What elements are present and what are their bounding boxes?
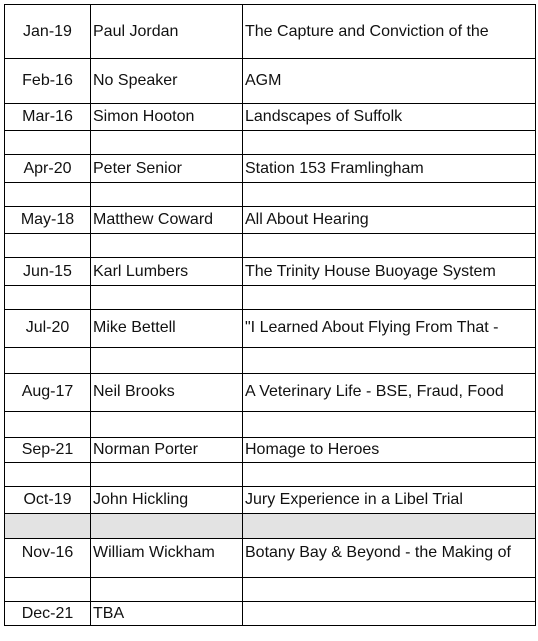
date-cell: Sep-21 <box>5 438 91 463</box>
speaker-cell: William Wickham <box>91 539 243 578</box>
table-row <box>5 487 536 514</box>
speaker-cell: Norman Porter <box>91 438 243 463</box>
table-row <box>5 258 536 286</box>
date-cell: Feb-16 <box>5 59 91 104</box>
talk-title-cell: Homage to Heroes <box>243 438 536 463</box>
date-cell: Aug-17 <box>5 374 91 412</box>
date-cell: Oct-19 <box>5 487 91 514</box>
table-row <box>5 374 536 412</box>
talk-title-cell: All About Hearing <box>243 207 536 234</box>
table-row <box>5 155 536 183</box>
table-row <box>5 310 536 348</box>
speaker-cell: Neil Brooks <box>91 374 243 412</box>
spacer-row <box>5 234 536 258</box>
speaker-cell: Mike Bettell <box>91 310 243 348</box>
speaker-cell: Peter Senior <box>91 155 243 183</box>
date-cell: Nov-16 <box>5 539 91 578</box>
date-cell: Dec-21 <box>5 602 91 626</box>
spacer-row <box>5 514 536 539</box>
speaker-cell: John Hickling <box>91 487 243 514</box>
table-row <box>5 438 536 463</box>
spacer-row <box>5 578 536 602</box>
date-cell: Jan-19 <box>5 5 91 59</box>
table-row <box>5 602 536 626</box>
talk-title-cell: Station 153 Framlingham <box>243 155 536 183</box>
spacer-row <box>5 131 536 155</box>
talk-title-cell: AGM <box>243 59 536 104</box>
table-row <box>5 539 536 578</box>
date-cell: May-18 <box>5 207 91 234</box>
table-row <box>5 5 536 59</box>
talk-title-cell: Jury Experience in a Libel Trial <box>243 487 536 514</box>
date-cell: Mar-16 <box>5 104 91 131</box>
speaker-schedule-table <box>4 4 536 626</box>
speaker-cell: Matthew Coward <box>91 207 243 234</box>
talk-title-cell: Botany Bay & Beyond - the Making of <box>243 539 536 578</box>
table-row <box>5 104 536 131</box>
talk-title-cell: "I Learned About Flying From That - <box>243 310 536 348</box>
spacer-row <box>5 348 536 374</box>
spacer-row <box>5 463 536 487</box>
talk-title-cell <box>243 602 536 626</box>
date-cell: Apr-20 <box>5 155 91 183</box>
speaker-cell: No Speaker <box>91 59 243 104</box>
talk-title-cell: Landscapes of Suffolk <box>243 104 536 131</box>
talk-title-cell: The Trinity House Buoyage System <box>243 258 536 286</box>
date-cell: Jun-15 <box>5 258 91 286</box>
speaker-cell: Simon Hooton <box>91 104 243 131</box>
spacer-row <box>5 286 536 310</box>
spacer-row <box>5 183 536 207</box>
speaker-cell: Karl Lumbers <box>91 258 243 286</box>
table-row <box>5 59 536 104</box>
date-cell: Jul-20 <box>5 310 91 348</box>
speaker-cell: Paul Jordan <box>91 5 243 59</box>
spacer-row <box>5 412 536 438</box>
talk-title-cell: A Veterinary Life - BSE, Fraud, Food <box>243 374 536 412</box>
speaker-cell: TBA <box>91 602 243 626</box>
talk-title-cell: The Capture and Conviction of the <box>243 5 536 59</box>
table-row <box>5 207 536 234</box>
